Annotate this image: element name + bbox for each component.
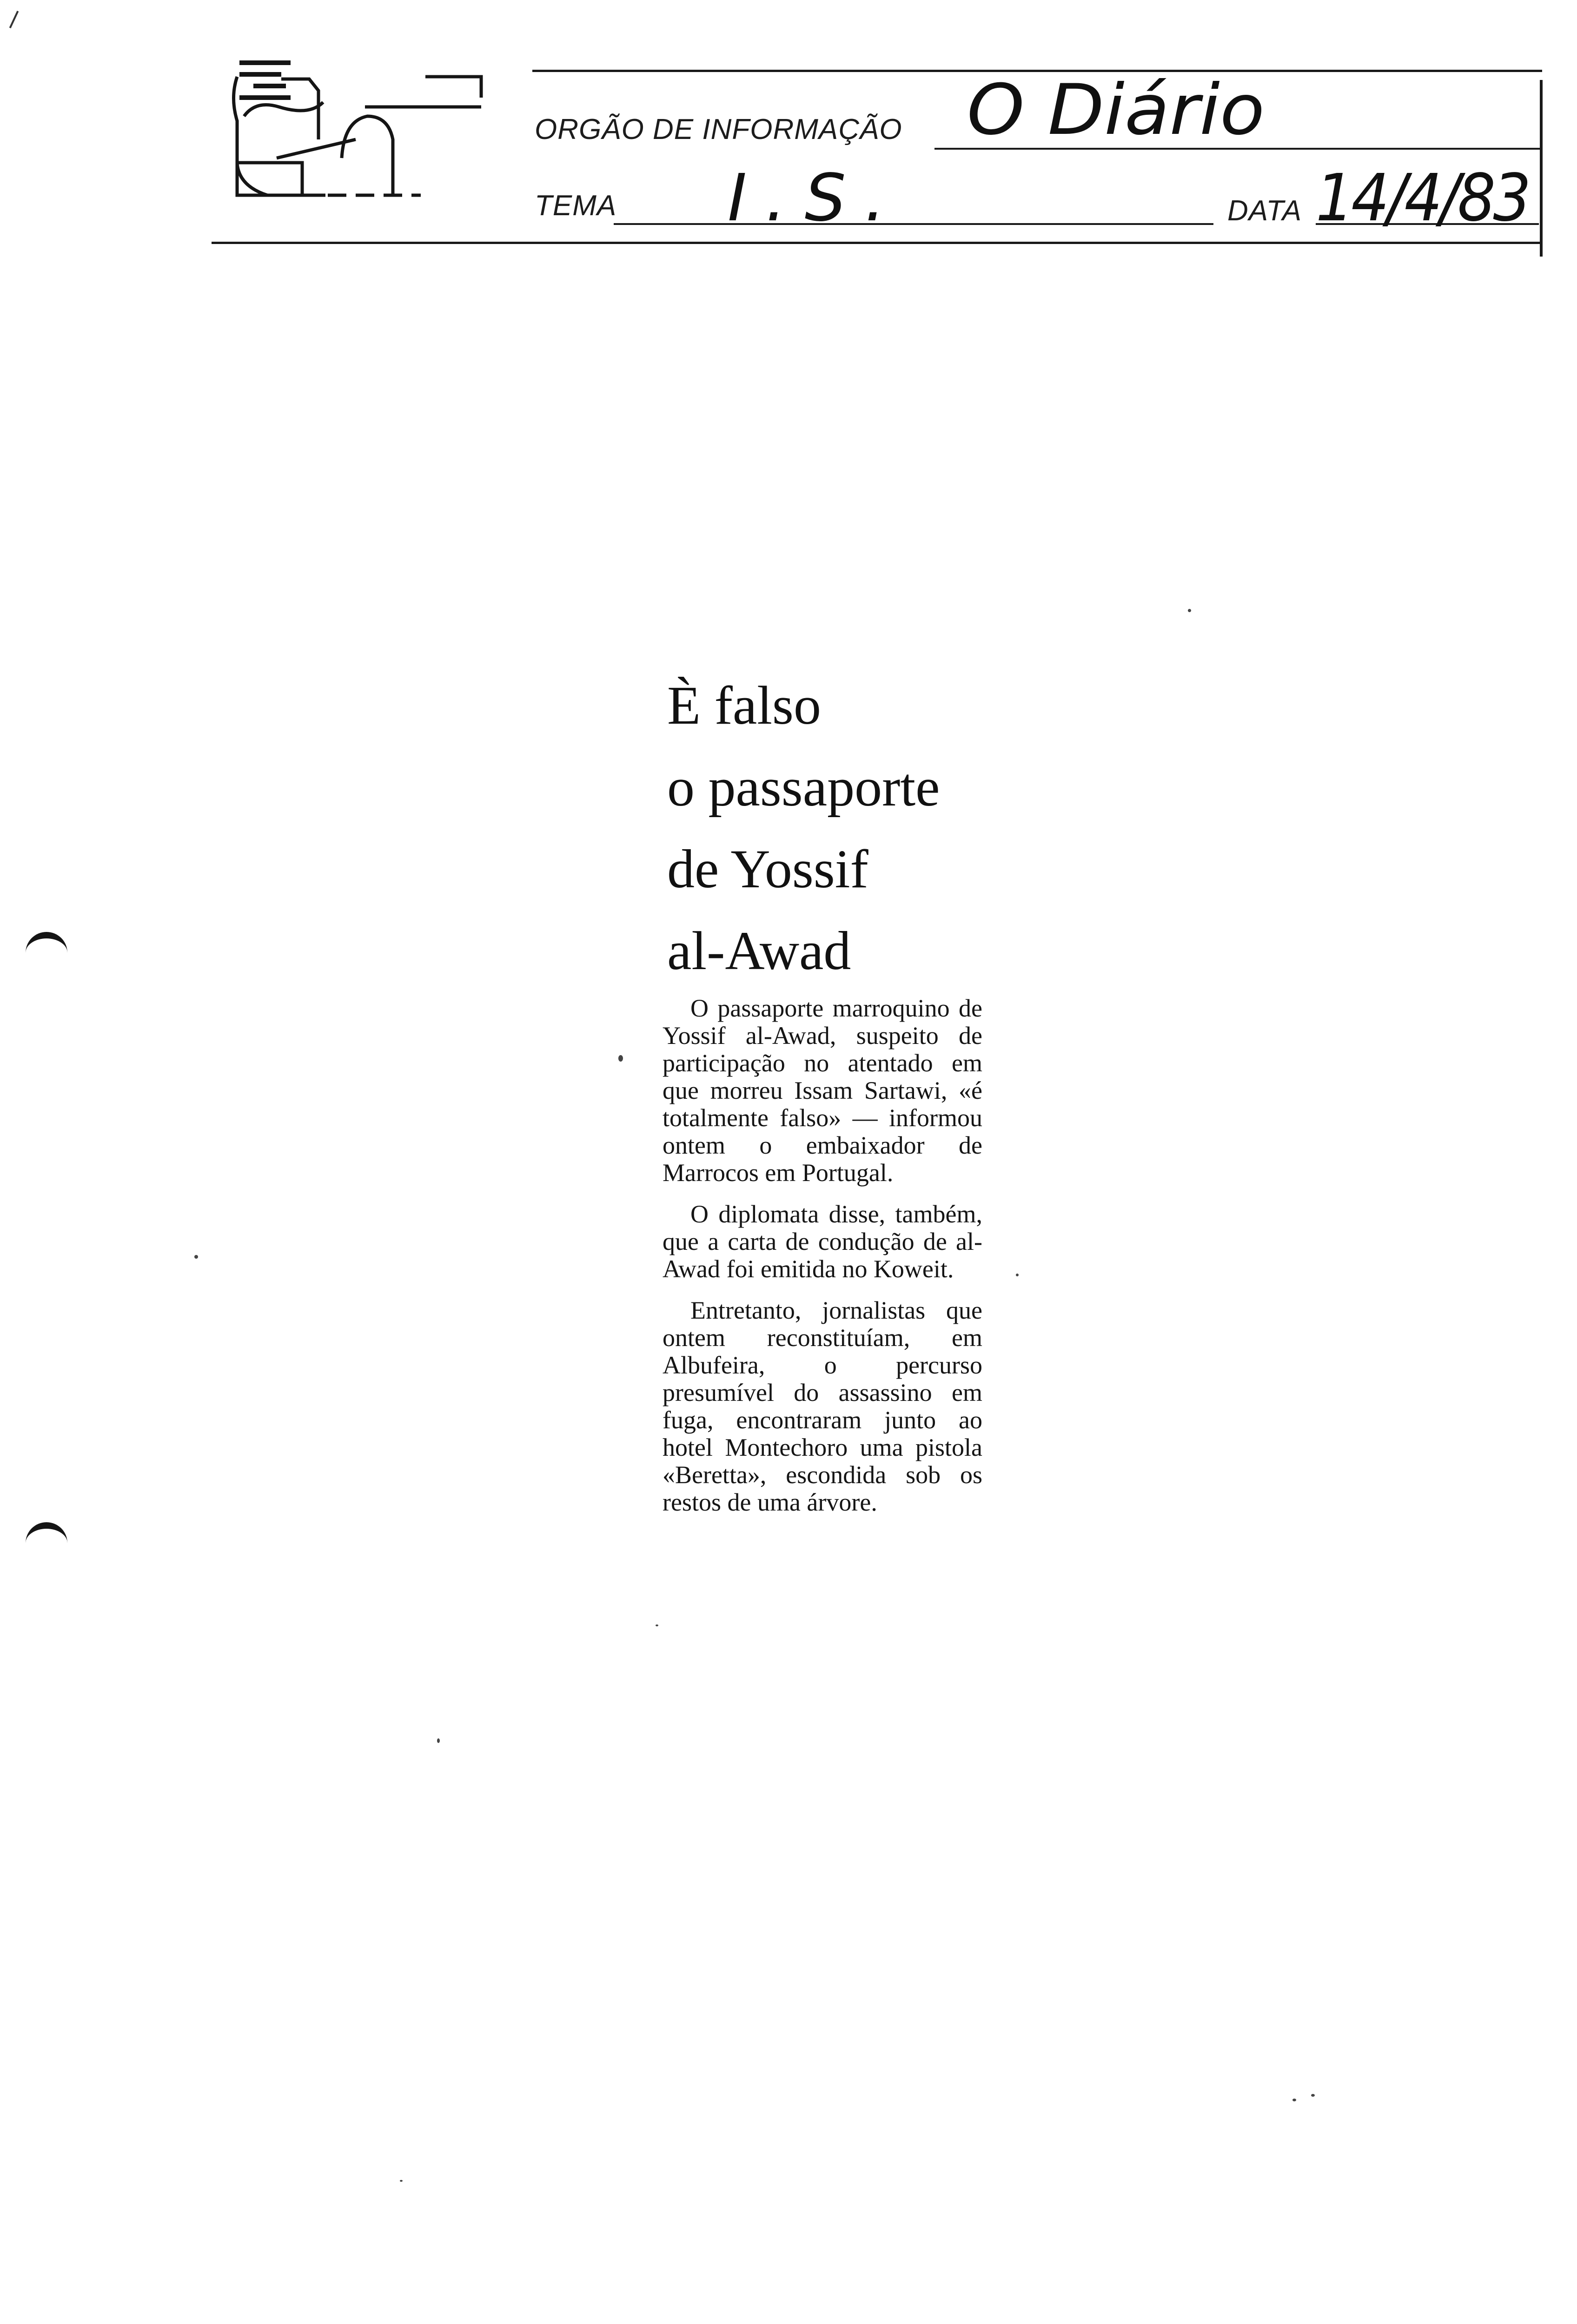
headline-line: È falso: [667, 675, 821, 736]
data-handwritten-value: 14/4/83: [1316, 160, 1529, 236]
data-label: DATA: [1227, 195, 1302, 227]
article-body: [663, 995, 982, 1530]
header-bottom-rule: [212, 242, 1542, 244]
scan-speck: [1311, 2094, 1315, 2097]
scan-speck: [194, 1255, 198, 1259]
scan-speck: [656, 1624, 658, 1626]
scan-speck: [437, 1738, 440, 1743]
headline-line: o passaporte: [667, 757, 940, 818]
headline-line: de Yossif: [667, 838, 868, 899]
orgao-handwritten-value: O Diário: [967, 70, 1265, 151]
tema-underline: [614, 223, 1213, 225]
scan-speck: [1188, 609, 1191, 612]
article-paragraph: O passaporte marroquino de Yossif al-Awad, suspeito de participação no atentado em que morreu Issam Sartawi, «é totalmente falso» — informou ontem o embaixador de Marrocos em Portugal.: [663, 994, 982, 1187]
header-right-border: [1540, 80, 1543, 257]
scan-speck: [1016, 1274, 1019, 1276]
scan-speck: [400, 2180, 403, 2182]
headline-line: al-Awad: [667, 920, 851, 981]
article-paragraph: O diplomata disse, também, que a carta de condução de al-Awad foi emitida no Koweit.: [663, 1200, 982, 1283]
orgao-label: ORGÃO DE INFORMAÇÃO: [535, 113, 902, 145]
article-headline: [667, 665, 1039, 992]
punch-hole-mark: [26, 932, 67, 966]
scan-speck: [1292, 2099, 1296, 2101]
corner-mark: [9, 11, 19, 28]
tema-handwritten-value: I.S.: [728, 160, 904, 236]
tema-label: TEMA: [535, 190, 617, 222]
article-paragraph: Entretanto, jornalistas que ontem reconstituíam, em Albufeira, o percurso presumível do assassino em fuga, encontraram junto ao hotel Montechoro uma pistola «Beretta», escondida sob os restos de uma árvore.: [663, 1296, 982, 1516]
archive-logo: [212, 46, 486, 223]
punch-hole-mark: [26, 1522, 67, 1557]
scan-speck: [618, 1055, 623, 1062]
